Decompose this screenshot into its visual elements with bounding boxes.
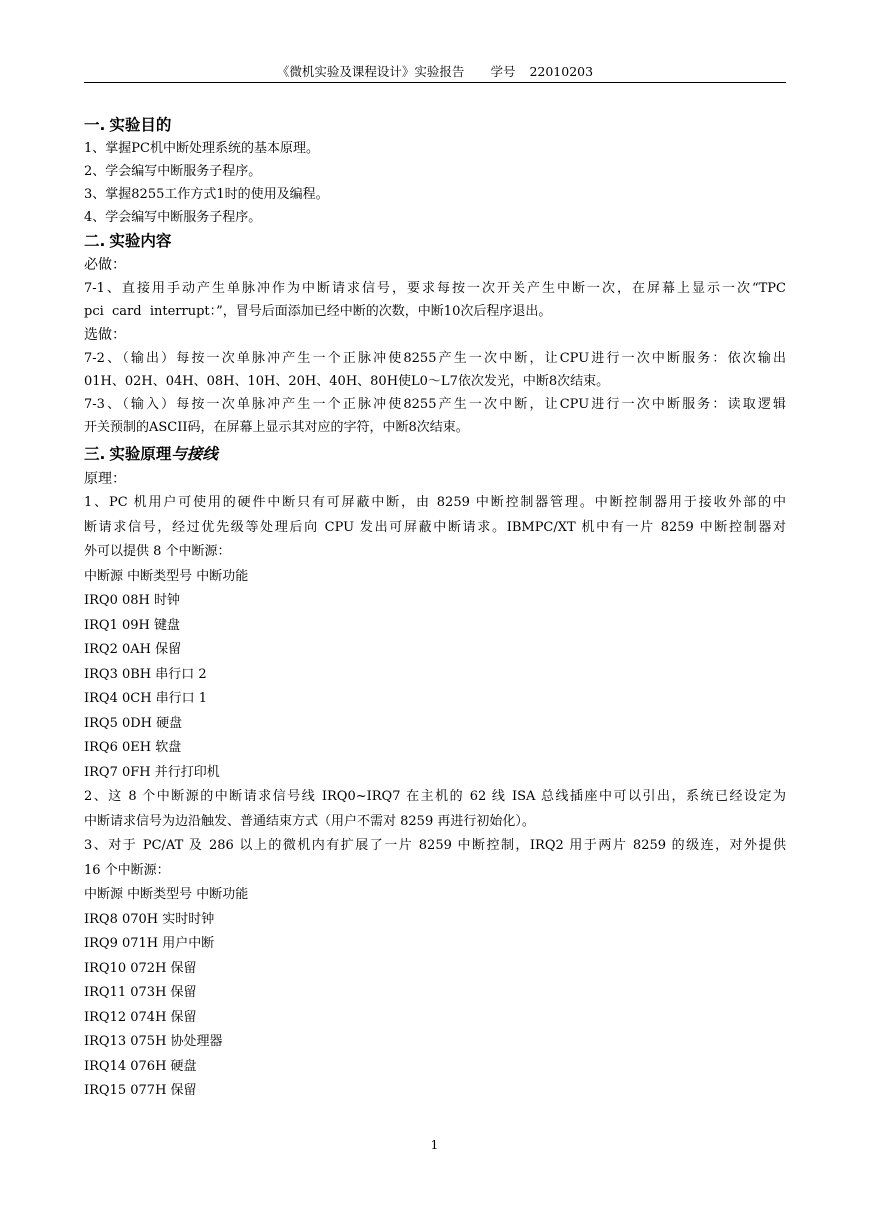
table-row: IRQ1 09H 键盘: [84, 617, 180, 633]
table-row: IRQ12 074H 保留: [84, 1009, 197, 1025]
section-title: 实验目的: [109, 116, 172, 134]
list-item: 1、掌握PC机中断处理系统的基本原理。: [84, 141, 319, 156]
header-rule: [84, 82, 786, 83]
paragraph-line: 7-3、（输入）每按一次单脉冲产生一个正脉冲使8255产生一次中断，让CPU进行一次中断服务：读取逻辑: [84, 397, 786, 412]
section-title: 实验原理: [109, 445, 172, 463]
section-number: 二.: [84, 232, 106, 250]
paragraph-line: 外可以提供 8 个中断源：: [84, 544, 231, 559]
table-row: IRQ7 0FH 并行打印机: [84, 764, 220, 780]
table-row: IRQ9 071H 用户中断: [84, 936, 215, 951]
section-title: 实验内容: [109, 232, 172, 250]
section-heading-principle: [84, 442, 786, 466]
header-title: 《微机实验及课程设计》实验报告: [276, 64, 465, 79]
paragraph-line: pci card interrupt：”，冒号后面添加已经中断的次数，中断10次后程序退出。: [84, 304, 552, 319]
paragraph-line: 7-2、（输出）每按一次单脉冲产生一个正脉冲使8255产生一次中断，让CPU进行一次中断服务：依次输出: [84, 351, 786, 366]
table-header: 中断源 中断类型号 中断功能: [84, 568, 249, 584]
paragraph-line: 1、PC 机用户可使用的硬件中断只有可屏蔽中断，由 8259 中断控制器管理。中断控制器用于接收外部的中: [84, 495, 786, 510]
table-row: IRQ8 070H 实时时钟: [84, 911, 215, 927]
paragraph-line: 7-1、直接用手动产生单脉冲作为中断请求信号，要求每按一次开关产生中断一次，在屏幕上显示一次“TPC: [84, 281, 786, 296]
list-item: 2、学会编写中断服务子程序。: [84, 164, 262, 179]
table-header: 中断源 中断类型号 中断功能: [84, 887, 249, 902]
paragraph-line: 2、这 8 个中断源的中断请求信号线 IRQ0~IRQ7 在主机的 62 线 ISA 总线插座中可以引出，系统已经设定为: [84, 789, 786, 804]
optional-label: 选做：: [84, 327, 126, 343]
paragraph-line: 开关预制的ASCII码，在屏幕上显示其对应的字符，中断8次结束。: [84, 420, 469, 435]
paragraph-line: 中断请求信号为边沿触发、普通结束方式（用户不需对 8259 再进行初始化）。: [84, 813, 535, 829]
table-row: IRQ13 075H 协处理器: [84, 1034, 223, 1049]
section-number: 一.: [84, 116, 106, 134]
report-body: [84, 113, 786, 1104]
list-item: 4、学会编写中断服务子程序。: [84, 210, 262, 225]
principle-label: 原理：: [84, 471, 126, 487]
paragraph-line: 3、对于 PC/AT 及 286 以上的微机内有扩展了一片 8259 中断控制，IRQ2 用于两片 8259 的级连，对外提供: [84, 838, 786, 853]
table-row: IRQ0 08H 时钟: [84, 593, 180, 608]
table-row: IRQ14 076H 硬盘: [84, 1058, 197, 1074]
header-student-label: 学号: [490, 64, 516, 79]
table-row: IRQ2 0AH 保留: [84, 642, 182, 657]
table-row: IRQ4 0CH 串行口 1: [84, 691, 208, 706]
table-row: IRQ11 073H 保留: [84, 985, 197, 1000]
paragraph-line: 断请求信号，经过优先级等处理后向 CPU 发出可屏蔽中断请求。IBMPC/XT 机中有一片 8259 中断控制器对: [84, 519, 786, 535]
list-item: 3、掌握8255工作方式1时的使用及编程。: [84, 187, 329, 202]
table-row: IRQ10 072H 保留: [84, 960, 197, 976]
table-row: IRQ5 0DH 硬盘: [84, 715, 183, 731]
header-student-id: 22010203: [529, 64, 594, 79]
paragraph-line: 16 个中断源：: [84, 862, 170, 878]
section-heading-purpose: [84, 113, 786, 137]
paragraph-line: 01H、02H、04H、08H、10H、20H、40H、80H使L0～L7依次发光，中断8次结束。: [84, 374, 610, 389]
table-row: IRQ15 077H 保留: [84, 1083, 197, 1098]
page-header: [84, 62, 786, 80]
page-number: 1: [430, 1138, 439, 1152]
required-label: 必做：: [84, 257, 126, 273]
table-row: IRQ6 0EH 软盘: [84, 740, 182, 755]
section-title-italic: 与接线: [171, 445, 218, 463]
section-number: 三.: [84, 445, 106, 463]
section-heading-content: [84, 229, 786, 253]
table-row: IRQ3 0BH 串行口 2: [84, 666, 207, 682]
